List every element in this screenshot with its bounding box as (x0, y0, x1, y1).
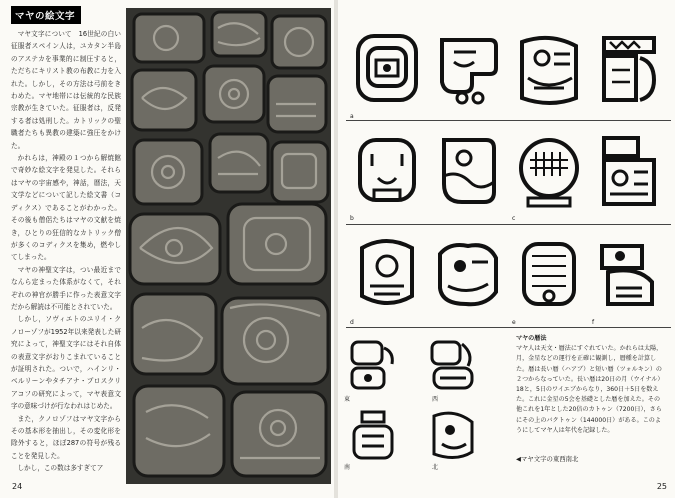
maya-glyph (514, 236, 584, 316)
glyph-cell (428, 24, 506, 122)
glyph-letter: e (512, 319, 516, 326)
calendar-callout (516, 334, 666, 436)
paragraph: また，クノロゾフはマヤ文字からその基本形を抽出し，その変化形を除外すると，ほぼ287の符号が残ることを発見した。 (11, 414, 121, 460)
direction-label: 南 (344, 464, 351, 471)
page-heading: マヤの絵文字 (11, 6, 81, 24)
maya-glyph (432, 236, 502, 316)
callout-text: マヤ人は天文・暦法にすぐれていた。かれらは太陽，月，金星などの運行を正確に観測し，曆種を計算した。暦は長い暦（ハアブ）と短い暦（ツォルキン）の２つからなっていた。長い暦は20日の月（ウイナル）18と，5日のワイエブからなり，360日＋5日を数えた。これに金星の5会を基礎とした暦を加えた。その他これを1年とした20倍のカトゥン（7200日），さらにその上のバクトゥン（144000日）がある。このようにしてマヤ人は年代を記録した。 (516, 345, 664, 434)
direction-glyph-east (348, 338, 398, 392)
glyph-grid (346, 20, 671, 328)
maya-glyph (594, 132, 664, 212)
direction-label: 北 (432, 464, 439, 471)
maya-glyph (432, 30, 502, 110)
maya-glyph (594, 30, 664, 110)
paragraph: かれらは，神殿の１つから解焼館で奇妙な絵文字を発見した。それらはマヤの宇宙感や，神話，暦法，天文学などについて記した絵文書（コディクス）であることがわかった。その後も僧侶たちはマヤの文献を焼き，ひとりの狂信的なカトリック僧が多くのコディクスを集め，燃やしてしまった。 (11, 154, 121, 262)
body-text-column (11, 28, 121, 475)
glyph-cell (348, 24, 426, 122)
paragraph: マヤの神聖文字は，つい最近までなんら定まった体系がなくて，それぞれの神官が勝手に作った表意文字だから解読は不可能とされていた。 (11, 265, 121, 311)
direction-glyph-south (348, 408, 398, 462)
maya-glyph (594, 236, 664, 316)
maya-glyph (432, 132, 502, 212)
maya-glyph (514, 30, 584, 110)
glyph-cell (590, 230, 668, 328)
left-page (0, 0, 334, 498)
glyph-cell (428, 126, 506, 224)
right-page (338, 0, 675, 498)
glyph-letter: b (350, 215, 354, 222)
maya-glyph (352, 30, 422, 110)
glyph-cell (510, 230, 588, 328)
glyph-letter: c (512, 215, 516, 222)
glyph-cell (590, 24, 668, 122)
glyph-letter: a (350, 113, 354, 120)
direction-label: 東 (344, 396, 351, 403)
maya-glyph (352, 132, 422, 212)
maya-glyph (514, 132, 584, 212)
paragraph: しかし，ソヴィエトのユリイ・クノローゾフが1952年以来発表した研究によって，神聖文字にはそれ自体の表意文字がおりこまれていることが証明された。ついで，ハインリ・ベルリーンやタチアナ・プロスクリアコフの研究によって，マヤ表意文字の意味づけが行なわれはじめた。 (11, 315, 121, 411)
paragraph: マヤ文字について 16世紀の白い征服者スペイン人は，ユカタン半島のアステカを事業的に制圧すると，ただちにキリスト教の布教に力を入れた。しかし，その方法は弓前をきわめた。マヤ地帯には伝統的な民族宗教が生きていた。征服者は，反発する者は処刑した。カトリックの聖職者たちも異教の建築に強圧をかけた。 (11, 30, 121, 150)
direction-label: 西 (432, 396, 439, 403)
glyph-cell (348, 230, 426, 328)
direction-glyph-north (428, 408, 478, 462)
glyph-cell (510, 24, 588, 122)
glyph-letter: d (350, 319, 354, 326)
figure-caption: ◀マヤ文字の東西南北 (516, 455, 579, 463)
page-number: 25 (656, 482, 667, 491)
glyph-cell (348, 126, 426, 224)
grid-rule (346, 224, 671, 225)
stone-relief-photo (126, 8, 331, 484)
glyph-cell (510, 126, 588, 224)
glyph-cell (590, 126, 668, 224)
maya-glyph (352, 236, 422, 316)
direction-glyph-west (428, 338, 478, 392)
glyph-letter: f (592, 319, 595, 326)
glyph-cell (428, 230, 506, 328)
page-number: 24 (12, 482, 23, 491)
callout-title: マヤの暦法 (516, 335, 547, 342)
paragraph: しかし，この数は多すぎてア (17, 464, 104, 473)
